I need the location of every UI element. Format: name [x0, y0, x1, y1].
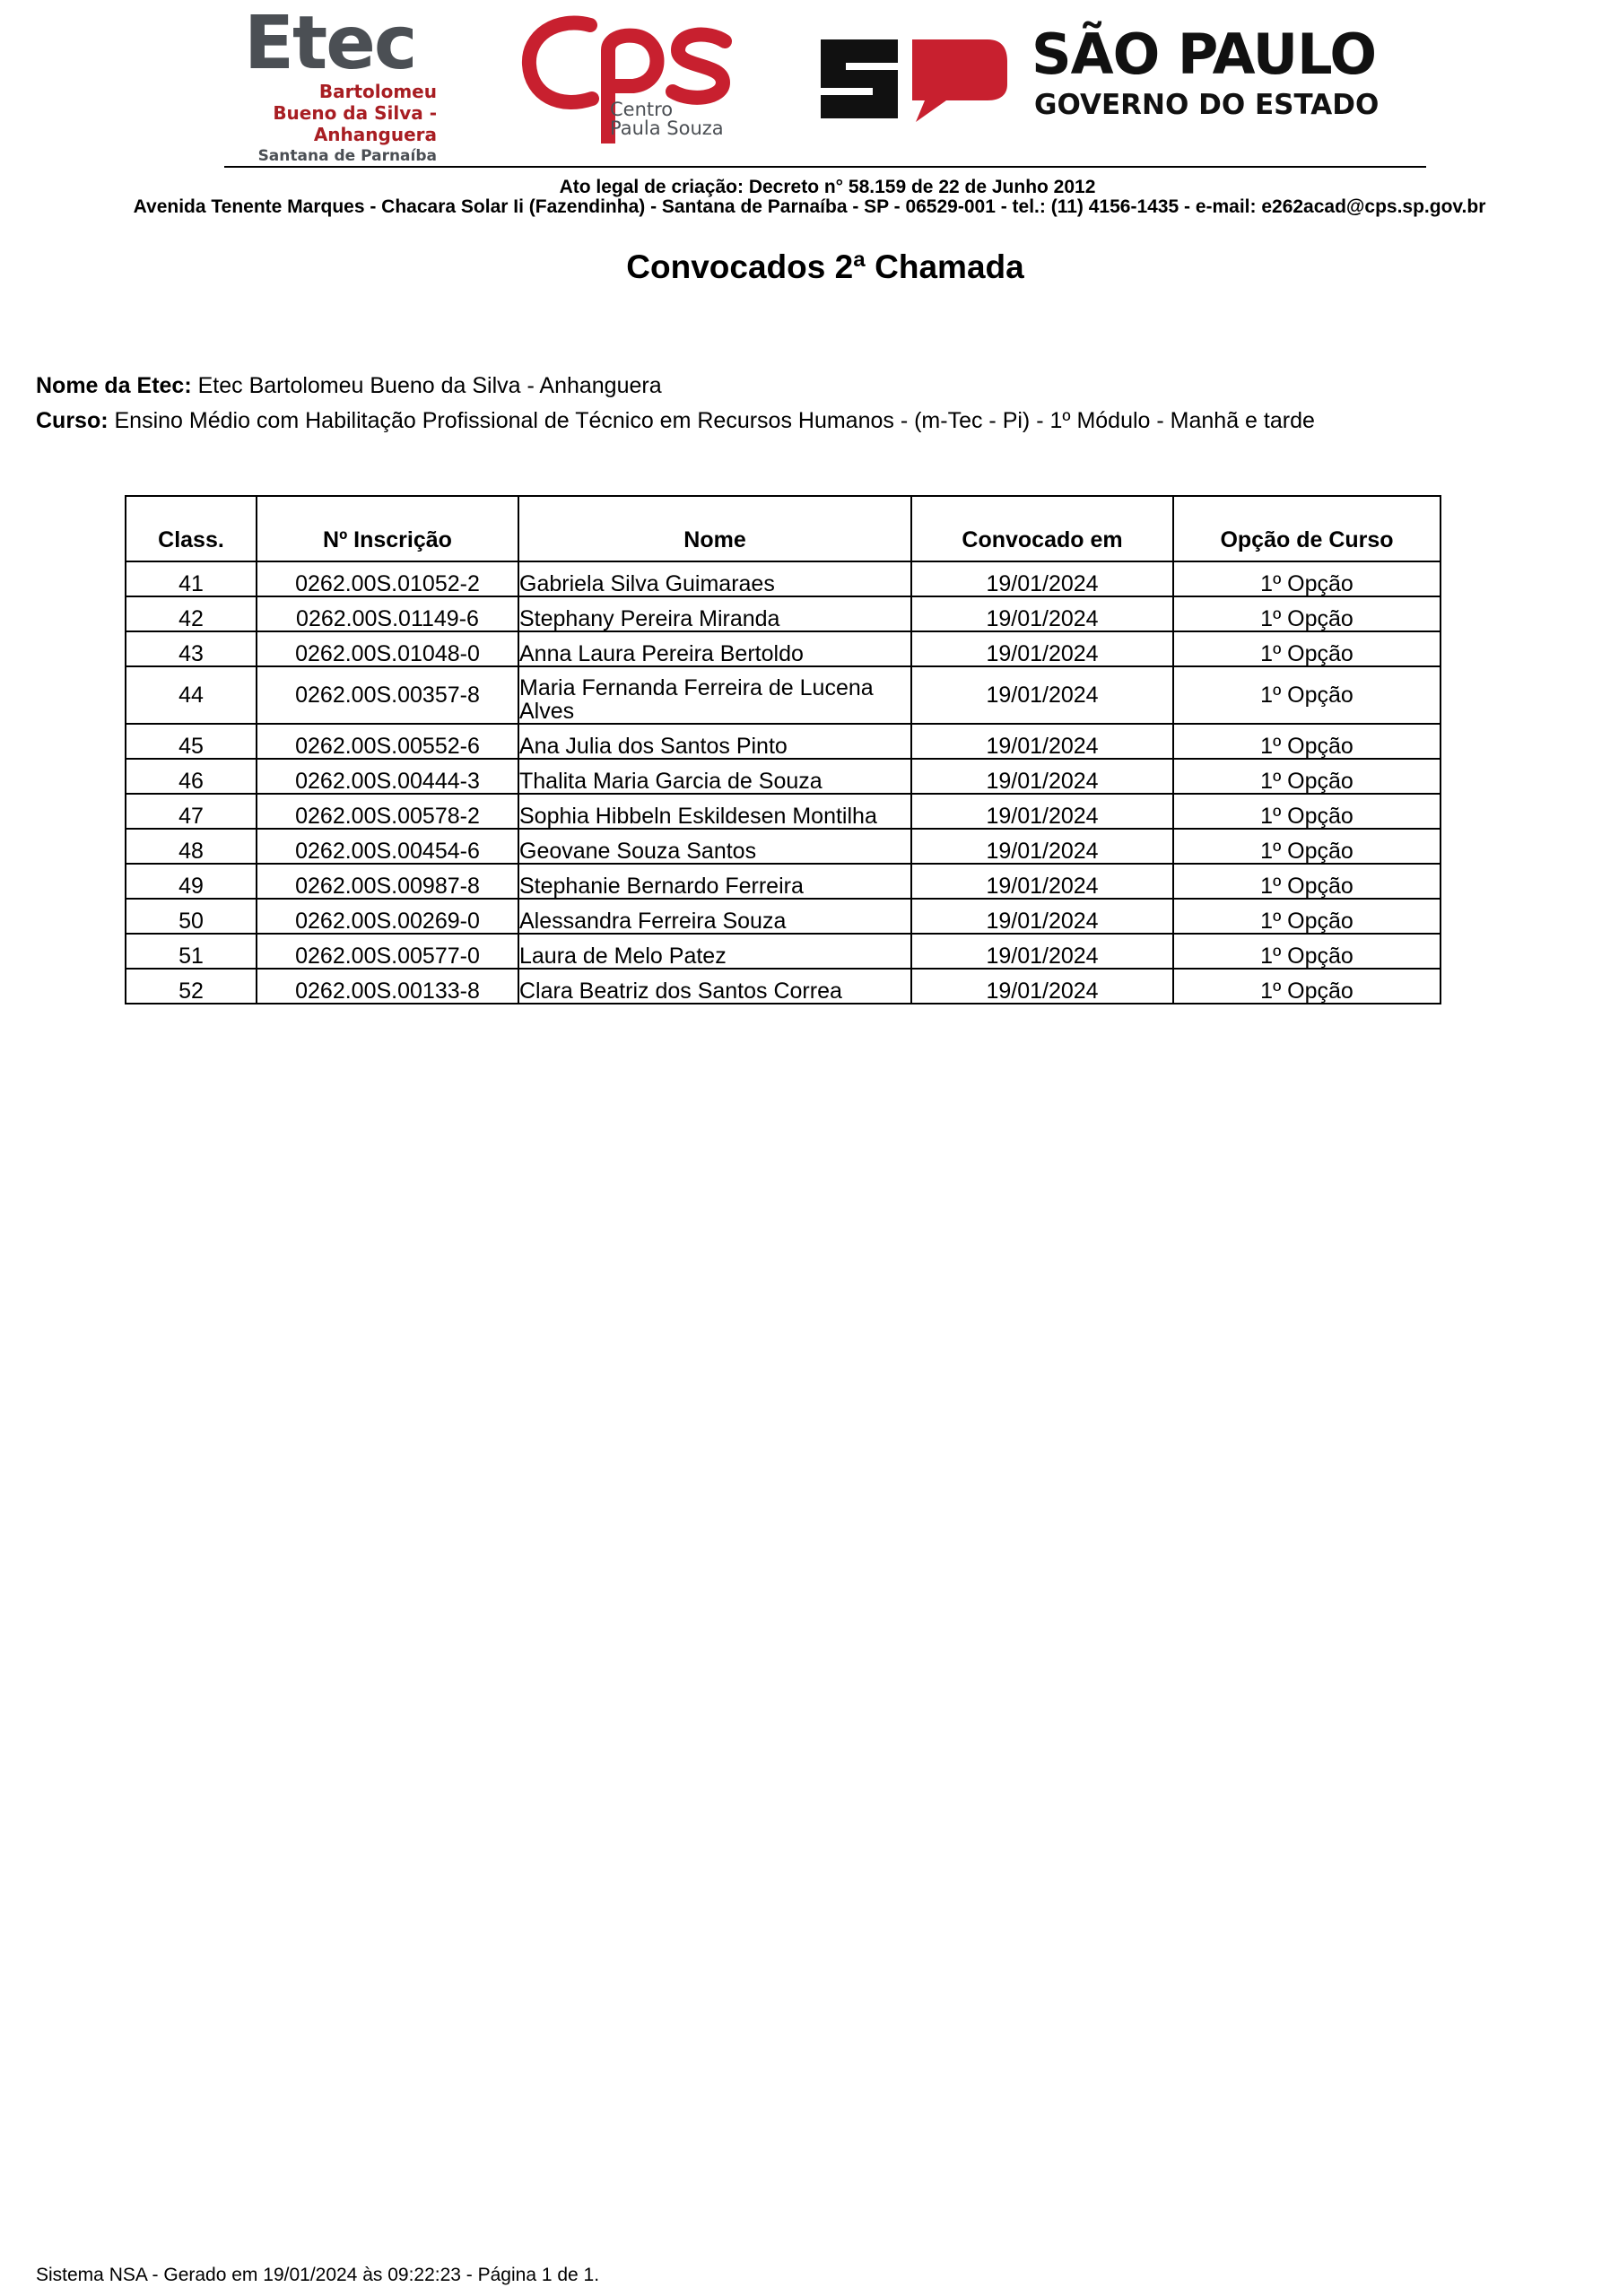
cell-called-on: 19/01/2024 [911, 794, 1173, 829]
cell-class: 47 [126, 794, 257, 829]
cell-name: Sophia Hibbeln Eskildesen Montilha [518, 794, 911, 829]
cell-name: Anna Laura Pereira Bertoldo [518, 631, 911, 666]
table-row [126, 969, 1441, 1004]
page-title: Convocados 2ª Chamada [626, 248, 1024, 285]
table-row [126, 829, 1441, 864]
cell-name: Alessandra Ferreira Souza [518, 899, 911, 934]
course-line [36, 407, 1315, 434]
cell-called-on: 19/01/2024 [911, 596, 1173, 631]
cell-registration: 0262.00S.00357-8 [257, 666, 518, 724]
cell-name: Stephany Pereira Miranda [518, 596, 911, 631]
etec-logo-line: Anhanguera [313, 124, 437, 145]
cps-logo-text-line: Paula Souza [610, 117, 724, 139]
cell-called-on: 19/01/2024 [911, 899, 1173, 934]
cell-name: Ana Julia dos Santos Pinto [518, 724, 911, 759]
cell-class: 52 [126, 969, 257, 1004]
cell-registration: 0262.00S.01048-0 [257, 631, 518, 666]
cell-course-option: 1º Opção [1173, 969, 1441, 1004]
cell-class: 49 [126, 864, 257, 899]
cell-class: 42 [126, 596, 257, 631]
cell-course-option: 1º Opção [1173, 666, 1441, 724]
cell-name: Thalita Maria Garcia de Souza [518, 759, 911, 794]
course-value: Ensino Médio com Habilitação Profissional de Técnico em Recursos Humanos - (m-Tec - Pi) - 1º Módulo - Manhã e tarde [108, 408, 1315, 433]
etec-logo [244, 1, 450, 167]
column-header-called-on: Convocado em [911, 496, 1173, 561]
column-header-course-option: Opção de Curso [1173, 496, 1441, 561]
cell-called-on: 19/01/2024 [911, 666, 1173, 724]
legal-act-line: Ato legal de criação: Decreto n° 58.159 de 22 de Junho 2012 [559, 177, 1096, 197]
cell-class: 51 [126, 934, 257, 969]
etec-name-value: Etec Bartolomeu Bueno da Silva - Anhanguera [191, 373, 662, 398]
cell-name: Geovane Souza Santos [518, 829, 911, 864]
cell-course-option: 1º Opção [1173, 724, 1441, 759]
cell-called-on: 19/01/2024 [911, 969, 1173, 1004]
cell-registration: 0262.00S.01052-2 [257, 561, 518, 596]
etec-logo-word: Etec [244, 1, 416, 86]
cell-class: 50 [126, 899, 257, 934]
cell-registration: 0262.00S.00444-3 [257, 759, 518, 794]
sp-logo-icon [812, 36, 1009, 126]
table-row [126, 899, 1441, 934]
cell-registration: 0262.00S.00577-0 [257, 934, 518, 969]
cell-class: 41 [126, 561, 257, 596]
cell-course-option: 1º Opção [1173, 829, 1441, 864]
cell-course-option: 1º Opção [1173, 899, 1441, 934]
etec-logo-city: Santana de Parnaíba [257, 147, 437, 165]
table-row [126, 724, 1441, 759]
generated-footer: Sistema NSA - Gerado em 19/01/2024 às 09:22:23 - Página 1 de 1. [36, 2265, 600, 2285]
candidates-table [125, 495, 1441, 1004]
course-label: Curso: [36, 408, 109, 433]
cell-registration: 0262.00S.00133-8 [257, 969, 518, 1004]
cell-registration: 0262.00S.00269-0 [257, 899, 518, 934]
etec-logo-line: Bueno da Silva - [273, 102, 437, 124]
cell-registration: 0262.00S.00578-2 [257, 794, 518, 829]
cell-course-option: 1º Opção [1173, 759, 1441, 794]
cps-logo-text-line: Centro [610, 99, 674, 120]
cell-name: Stephanie Bernardo Ferreira [518, 864, 911, 899]
etec-name-label: Nome da Etec: [36, 373, 192, 398]
cell-registration: 0262.00S.00454-6 [257, 829, 518, 864]
table-row [126, 794, 1441, 829]
cell-called-on: 19/01/2024 [911, 631, 1173, 666]
cell-called-on: 19/01/2024 [911, 561, 1173, 596]
table-row [126, 596, 1441, 631]
table-row [126, 561, 1441, 596]
table-header-row [126, 496, 1441, 561]
cell-registration: 0262.00S.00552-6 [257, 724, 518, 759]
cell-course-option: 1º Opção [1173, 631, 1441, 666]
cell-name: Clara Beatriz dos Santos Correa [518, 969, 911, 1004]
cell-called-on: 19/01/2024 [911, 864, 1173, 899]
cell-class: 46 [126, 759, 257, 794]
sp-logo-title: SÃO PAULO [1031, 22, 1377, 87]
column-header-class: Class. [126, 496, 257, 561]
cell-called-on: 19/01/2024 [911, 759, 1173, 794]
cell-called-on: 19/01/2024 [911, 829, 1173, 864]
table-row [126, 934, 1441, 969]
cps-logo-text [610, 100, 724, 138]
cell-course-option: 1º Opção [1173, 864, 1441, 899]
table-row [126, 666, 1441, 724]
column-header-name: Nome [518, 496, 911, 561]
cell-class: 43 [126, 631, 257, 666]
cell-class: 45 [126, 724, 257, 759]
cell-course-option: 1º Opção [1173, 794, 1441, 829]
header-logos [224, 0, 1426, 166]
cell-called-on: 19/01/2024 [911, 724, 1173, 759]
cell-registration: 0262.00S.01149-6 [257, 596, 518, 631]
cell-class: 44 [126, 666, 257, 724]
cell-name: Gabriela Silva Guimaraes [518, 561, 911, 596]
header-divider [224, 166, 1426, 168]
etec-logo-line: Bartolomeu [318, 81, 437, 102]
sp-logo-subtitle: GOVERNO DO ESTADO [1034, 89, 1380, 121]
cell-course-option: 1º Opção [1173, 561, 1441, 596]
cell-called-on: 19/01/2024 [911, 934, 1173, 969]
address-line: Avenida Tenente Marques - Chacara Solar Ii (Fazendinha) - Santana de Parnaíba - SP - 06529-001 - tel.: (11) 4156-1435 - e-mail: e262acad@cps.sp.gov.br [133, 196, 1486, 217]
cell-name: Maria Fernanda Ferreira de Lucena Alves [518, 666, 911, 724]
cell-name: Laura de Melo Patez [518, 934, 911, 969]
table-row [126, 864, 1441, 899]
etec-name-line [36, 372, 662, 399]
table-row [126, 631, 1441, 666]
cell-course-option: 1º Opção [1173, 596, 1441, 631]
cell-registration: 0262.00S.00987-8 [257, 864, 518, 899]
table-row [126, 759, 1441, 794]
cell-course-option: 1º Opção [1173, 934, 1441, 969]
column-header-registration: Nº Inscrição [257, 496, 518, 561]
cell-class: 48 [126, 829, 257, 864]
